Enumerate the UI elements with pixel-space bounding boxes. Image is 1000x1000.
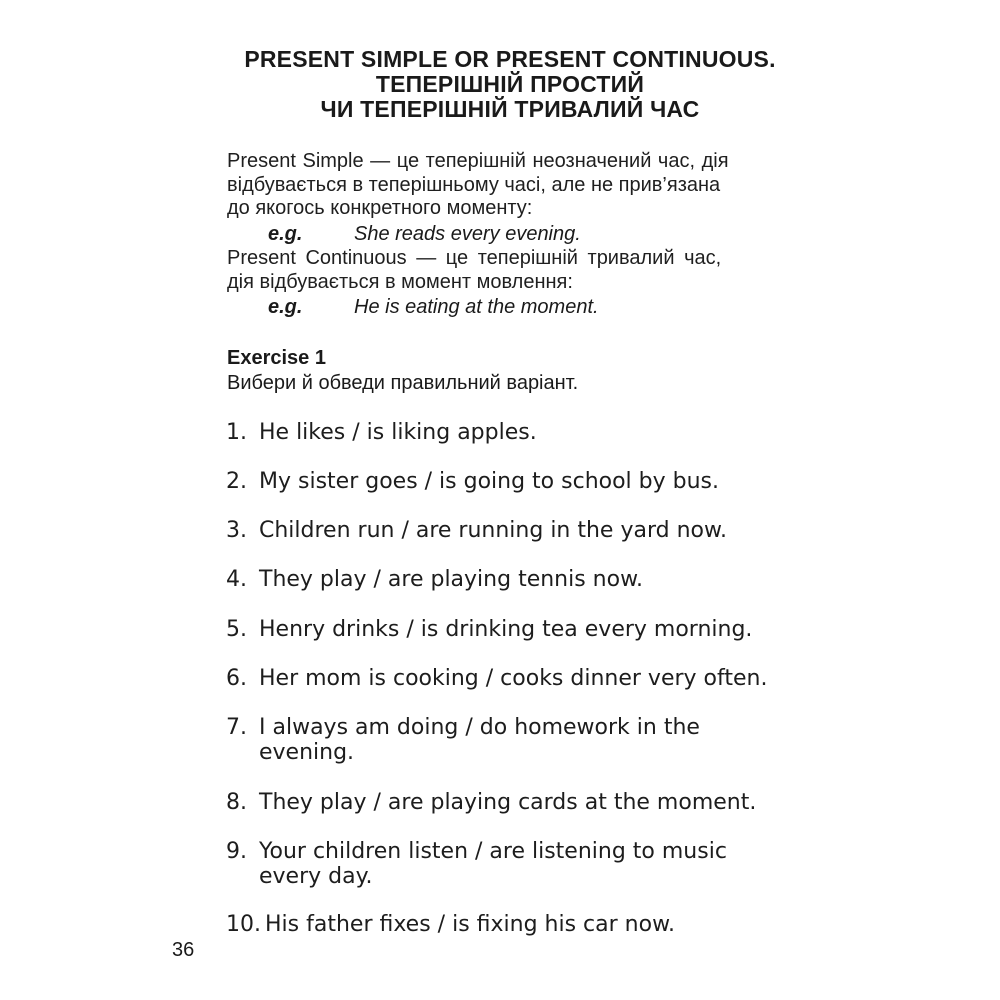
item-text: They play / are playing tennis now. xyxy=(259,567,644,592)
item-text: He likes / is liking apples. xyxy=(259,420,537,445)
exercise-item xyxy=(226,839,798,889)
exercise-title: Exercise 1 xyxy=(227,347,326,369)
item-text: They play / are playing cards at the moment. xyxy=(259,790,757,815)
explanation-line: до якогось конкретного моменту: xyxy=(227,197,533,219)
present-continuous-explanation xyxy=(227,247,815,294)
example-label: e.g. xyxy=(268,223,303,245)
exercise-item xyxy=(226,617,798,642)
item-text: Her mom is cooking / cooks dinner very often. xyxy=(259,666,768,691)
item-number: 9. xyxy=(226,839,247,864)
item-number: 1. xyxy=(226,420,247,445)
item-number: 10. xyxy=(226,912,261,937)
item-number: 3. xyxy=(226,518,247,543)
exercise-item xyxy=(226,420,798,445)
title-line-ukrainian-1: ТЕПЕРІШНІЙ ПРОСТИЙ xyxy=(375,71,645,97)
exercise-item xyxy=(226,666,798,691)
exercise-item xyxy=(226,715,798,765)
item-text: My sister goes / is going to school by bus. xyxy=(259,469,720,494)
exercise-item xyxy=(226,790,798,815)
item-number: 7. xyxy=(226,715,247,740)
example-present-continuous xyxy=(268,296,599,320)
explanation-line: Present Continuous — це теперішній тривалий час, xyxy=(227,247,722,269)
exercise-item xyxy=(226,567,798,592)
exercise-item xyxy=(226,469,798,494)
title-line-ukrainian-2: ЧИ ТЕПЕРІШНІЙ ТРИВАЛИЙ ЧАС xyxy=(320,96,700,122)
item-text-continued: every day. xyxy=(259,864,373,889)
item-number: 2. xyxy=(226,469,247,494)
item-number: 6. xyxy=(226,666,247,691)
item-text: His father fixes / is fixing his car now. xyxy=(265,912,676,937)
item-text: I always am doing / do homework in the xyxy=(259,715,700,740)
item-number: 8. xyxy=(226,790,247,815)
page-number: 36 xyxy=(172,939,195,961)
item-text: Henry drinks / is drinking tea every morning. xyxy=(259,617,753,642)
example-present-simple xyxy=(268,223,581,247)
item-number: 5. xyxy=(226,617,247,642)
title-line-english: PRESENT SIMPLE OR PRESENT CONTINUOUS. xyxy=(244,46,776,72)
item-text-continued: evening. xyxy=(259,740,355,765)
exercise-item xyxy=(226,518,798,543)
explanation-line: Present Simple — це теперішній неозначений час, дія xyxy=(227,150,729,172)
page-title xyxy=(200,47,820,122)
present-simple-explanation xyxy=(227,150,815,221)
exercise-instruction: Вибери й обведи правильний варіант. xyxy=(227,372,579,394)
explanation-line: відбувається в теперішньому часі, але не прив’язана xyxy=(227,173,721,196)
explanation-line: дія відбувається в момент мовлення: xyxy=(227,270,573,293)
item-text: Children run / are running in the yard now. xyxy=(259,518,727,543)
item-text: Your children listen / are listening to music xyxy=(259,839,727,864)
exercise-item xyxy=(226,912,798,937)
item-number: 4. xyxy=(226,567,247,592)
example-sentence: He is eating at the moment. xyxy=(354,296,599,318)
example-sentence: She reads every evening. xyxy=(354,223,581,245)
example-label: e.g. xyxy=(268,296,303,318)
